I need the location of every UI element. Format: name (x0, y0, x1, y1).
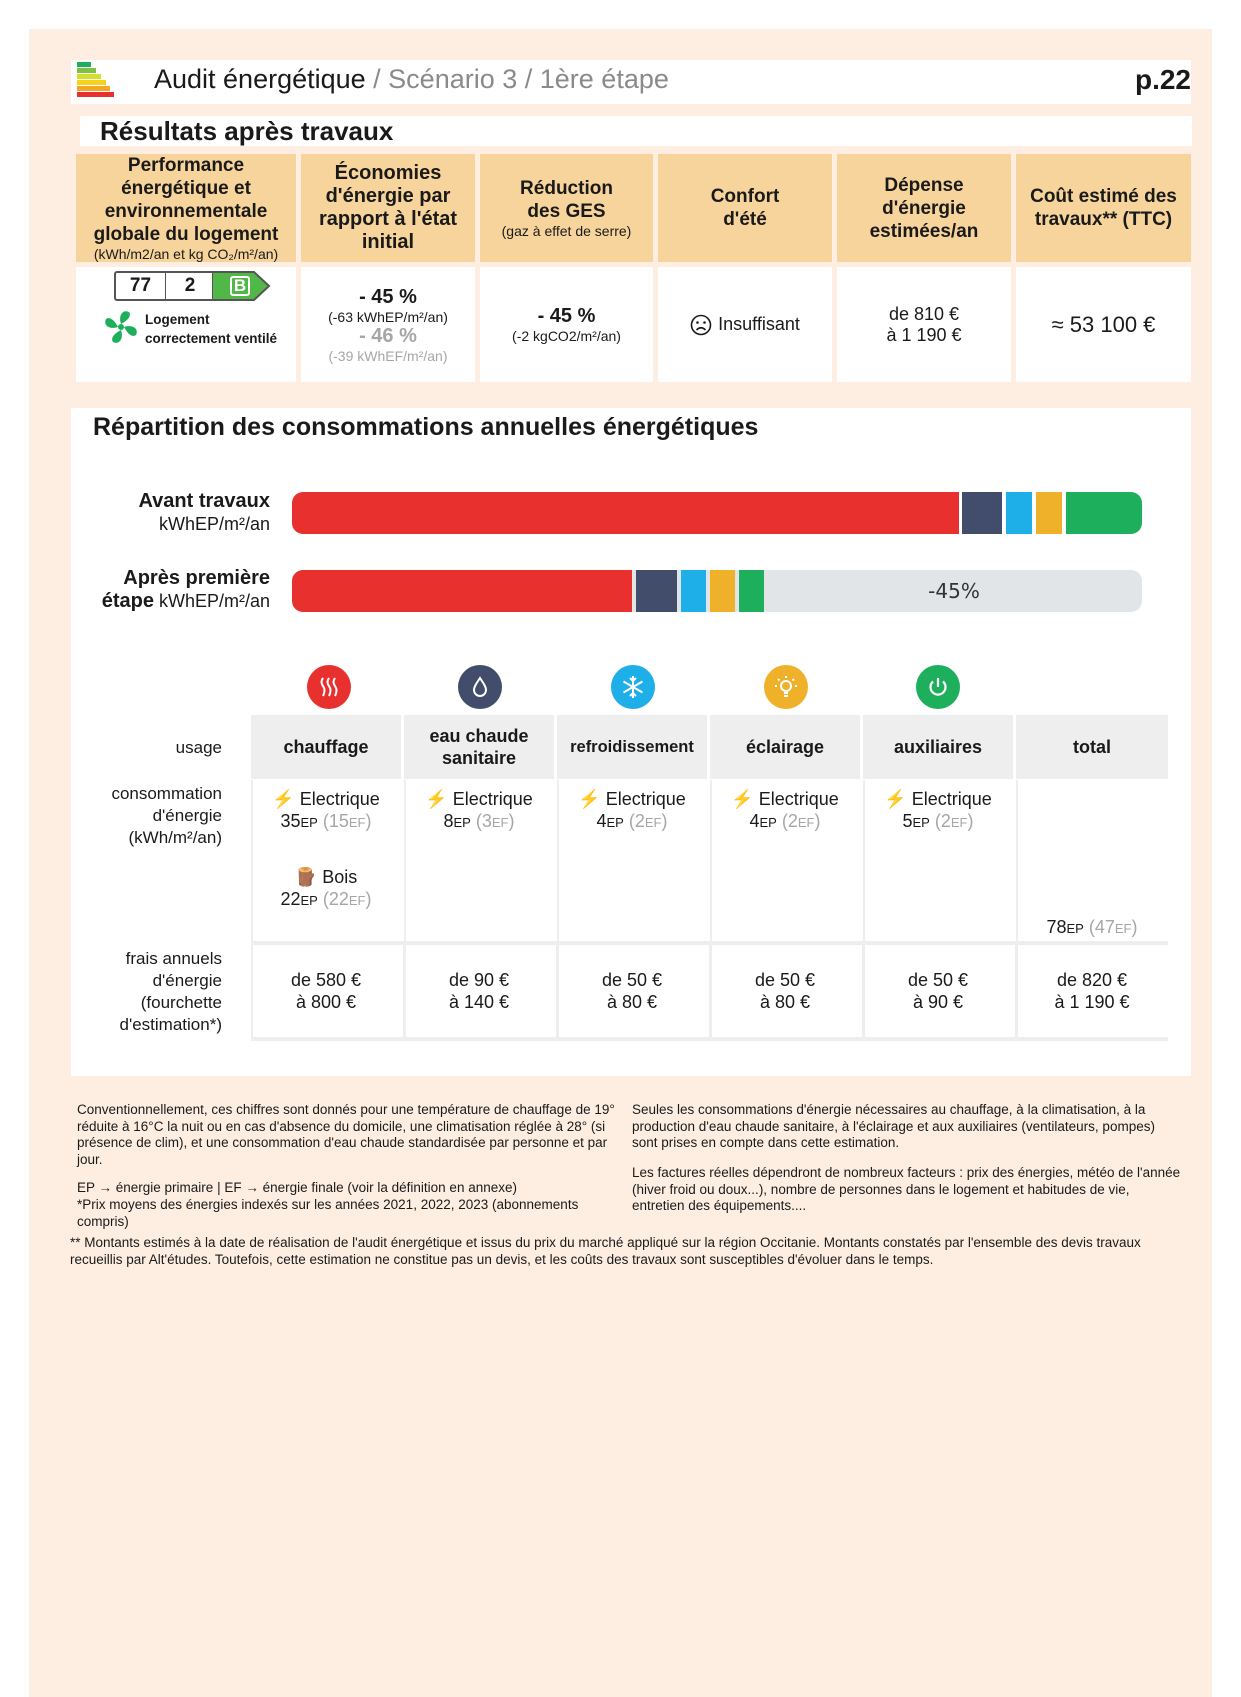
bolt-icon: ⚡ (884, 789, 907, 809)
aux-electric: ⚡ Electrique 5EP (2EF) (884, 789, 992, 831)
power-icon (916, 665, 960, 709)
before-bar-label: Avant travaux kWhEP/m²/an (138, 490, 270, 534)
row-label-usage: usage (175, 738, 222, 757)
cooling-electric: ⚡ Electrique 4EP (2EF) (578, 789, 686, 831)
after-lighting-segment (710, 570, 735, 612)
after-aux-segment (739, 570, 764, 612)
cell-comfort: Insuffisant (658, 267, 832, 382)
cost-aux: de 50 € à 90 € (907, 970, 969, 1012)
water-drop-icon (458, 665, 502, 709)
bolt-icon: ⚡ (731, 789, 754, 809)
usage-head-hot-water: eau chaude sanitaire (404, 715, 554, 779)
lighting-electric: ⚡ Electrique 4EP (2EF) (731, 789, 839, 831)
page-title (154, 64, 669, 95)
header-savings: Économies d'énergie par rapport à l'état initial (301, 154, 475, 262)
footnote-cost-estimate: ** Montants estimés à la date de réalisation de l'audit énergétique et issus du prix du marché appliqué sur la région Occitanie. Montants constatés par l'ensemble des devis travaux recueillis par Alt'études. Toutefois, cette estimation ne constitue pas un devis, et les coûts des travaux sont susceptibles d'évoluer dans le temps. (70, 1235, 1141, 1267)
dpe-ep-value: 77 (114, 271, 166, 301)
cost-total: de 820 € à 1 190 € (1054, 970, 1130, 1012)
cell-expense: de 810 € à 1 190 € (837, 267, 1011, 382)
header-works-cost: Coût estimé des travaux** (TTC) (1016, 154, 1191, 262)
cost-hot-water: de 90 € à 140 € (448, 970, 510, 1012)
total-consumption: 78EP (47EF) (1046, 917, 1138, 937)
results-section-title: Résultats après travaux (80, 116, 1192, 146)
usage-head-total: total (1016, 715, 1168, 779)
usage-head-heating: chauffage (251, 715, 401, 779)
cost-cooling: de 50 € à 80 € (601, 970, 663, 1012)
bolt-icon: ⚡ (272, 789, 295, 809)
reduction-text: -45% (928, 579, 980, 603)
hot-water-electric: ⚡ Electrique 8EP (3EF) (425, 789, 533, 831)
before-heating-segment (292, 492, 959, 534)
footnote-ep-ef: EP → énergie primaire | EF → énergie finale (voir la définition en annexe) (77, 1180, 517, 1195)
header-energy-expense: Dépense d'énergie estimées/an (837, 154, 1011, 262)
energy-label-logo-icon (77, 62, 117, 100)
after-bar-label: Après première étape kWhEP/m²/an (101, 567, 270, 612)
table-bottom-border (251, 1037, 1168, 1041)
snowflake-icon (611, 665, 655, 709)
before-hot-water-segment (962, 492, 1002, 534)
heating-electric: ⚡ Electrique 35EP (15EF) (272, 789, 380, 831)
cost-lighting: de 50 € à 80 € (754, 970, 816, 1012)
footnote-prices: *Prix moyens des énergies indexés sur les années 2021, 2022, 2023 (abonnements compris) (77, 1197, 579, 1229)
heating-wood: 🪵 Bois 22EP (22EF) (280, 867, 372, 909)
footnote-real-bills: Les factures réelles dépendront de nombreux facteurs : prix des énergies, météo de l'année (hiver froid ou doux...), nombre de personnes dans le logement et habitudes de vie, entretien des équipements.... (632, 1165, 1181, 1214)
heat-icon (307, 665, 351, 709)
footnote-scope: Seules les consommations d'énergie nécessaires au chauffage, à la climatisation, à la production d'eau chaude sanitaire, à l'éclairage et aux auxiliaires (ventilateurs, pompes) sont prises en compte dans cette estimation. (632, 1102, 1155, 1151)
cell-ges: - 45 % (-2 kgCO2/m²/an) (480, 267, 653, 382)
before-lighting-segment (1036, 492, 1062, 534)
title-scenario: / Scénario 3 / 1ère étape (365, 64, 669, 94)
bolt-icon: ⚡ (425, 789, 448, 809)
after-cooling-segment (681, 570, 706, 612)
title-main: Audit énergétique (154, 64, 366, 94)
page-number: p.22 (1134, 64, 1191, 95)
ventilation-status: Logement correctement ventilé (145, 312, 278, 346)
cell-savings: - 45 % (-63 kWhEP/m²/an) - 46 % (-39 kWhEF/m²/an) (301, 267, 475, 382)
before-aux-segment (1066, 492, 1142, 534)
wood-log-icon: 🪵 (294, 867, 318, 887)
header-summer-comfort: Confort d'été (658, 154, 832, 262)
consumption-bars (290, 490, 1146, 614)
usage-head-lighting: éclairage (710, 715, 860, 779)
before-cooling-segment (1006, 492, 1032, 534)
bolt-icon: ⚡ (578, 789, 601, 809)
dpe-class-letter: B (230, 276, 250, 296)
usage-head-cooling: refroidissement (557, 715, 707, 779)
consumption-section-title: Répartition des consommations annuelles énergétiques (93, 413, 759, 441)
after-heating-segment (292, 570, 632, 612)
bulb-icon (764, 665, 808, 709)
dpe-ges-value: 2 (165, 271, 214, 301)
usage-head-aux: auxiliaires (863, 715, 1013, 779)
row-label-consumption: consommation d'énergie (kWh/m²/an) (111, 784, 222, 847)
after-hot-water-segment (636, 570, 677, 612)
cell-cost: ≈ 53 100 € (1016, 267, 1191, 382)
fan-icon (101, 307, 141, 347)
row-label-costs: frais annuels d'énergie (fourchette d'estimation*) (119, 949, 222, 1034)
header-performance: Performance énergétique et environnementale globale du logement (kWh/m2/an et kg CO₂/m²/an) (76, 154, 296, 262)
footnote-conventions: Conventionnellement, ces chiffres sont donnés pour une température de chauffage de 19° réduite à 16°C la nuit ou en cas d'absence du domicile, une climatisation réglée à 28° (si présence de clim), et une consommation d'eau chaude standardisée par personne et par jour. (77, 1102, 615, 1167)
dpe-label (114, 271, 273, 303)
cost-heating: de 580 € à 800 € (290, 970, 362, 1012)
header-ges: Réduction des GES (gaz à effet de serre) (480, 154, 653, 262)
sad-face-icon (690, 314, 712, 336)
